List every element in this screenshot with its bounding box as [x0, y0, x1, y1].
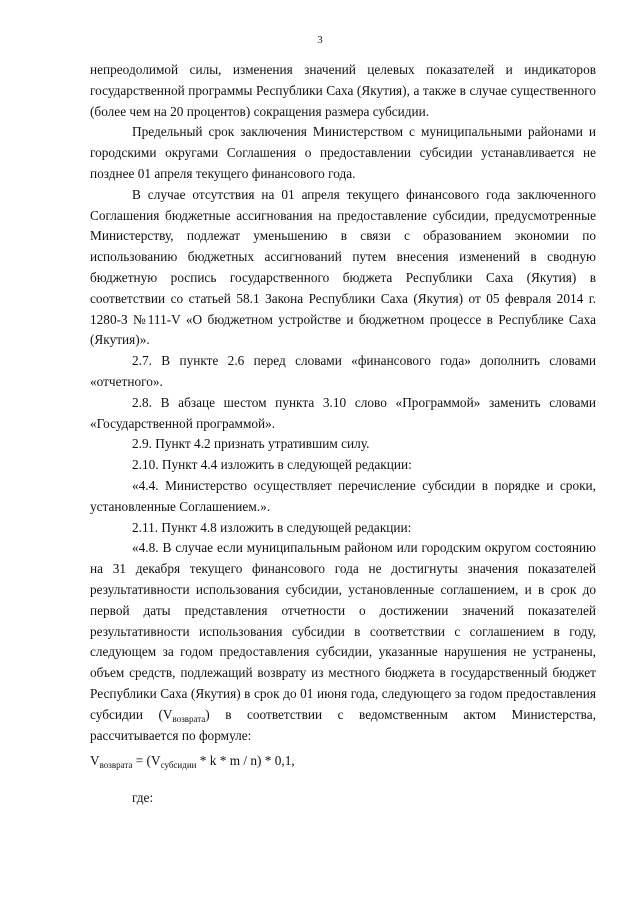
formula-var: V — [90, 753, 100, 769]
formula-subscript: субсидии — [160, 760, 197, 771]
page-number: 3 — [317, 34, 323, 46]
paragraph: 2.10. Пункт 4.4 изложить в следующей редакции: — [132, 457, 412, 473]
where-label: где: — [132, 790, 154, 806]
paragraph: Предельный срок заключения Министерством с муниципальными районами и городскими округами Соглашения о предоставлении субсидии устанавливается не позднее 01 апреля текущего финансового года. — [90, 124, 596, 181]
paragraph: 2.11. Пункт 4.8 изложить в следующей редакции: — [132, 519, 412, 535]
paragraph-text: ) в соответствии с ведомственным актом Министерства, рассчитывается по формуле: — [90, 706, 596, 743]
paragraph: В случае отсутствия на 01 апреля текущего финансового года заключенного Соглашения бюджетные ассигнования на предоставление субсидии, предусмотренные Министерству, подлежат уменьшению в связи с образованием экономии по использованию бюджетных ассигнований путем внесения изменений в сводную бюджетную роспись государственного бюджета Республики Саха (Якутия) в соответствии со статьей 58.1 Закона Республики Саха (Якутия) от 05 февраля 2014 г. 1280-З №111-V «О бюджетном устройстве и бюджетном процессе в Республике Саха (Якутия)». — [90, 186, 596, 348]
paragraph: 2.7. В пункте 2.6 перед словами «финансового года» дополнить словами «отчетного». — [90, 353, 596, 389]
formula — [90, 750, 596, 772]
paragraph: 2.8. В абзаце шестом пункта 3.10 слово «Программой» заменить словами «Государственной программой». — [90, 394, 596, 431]
paragraph-formula-intro — [90, 538, 596, 746]
formula-part: = (V — [132, 753, 161, 769]
formula-part: * k * m / n) * 0,1, — [196, 753, 295, 769]
formula-subscript: возврата — [99, 760, 133, 771]
paragraph: «4.4. Министерство осуществляет перечисление субсидии в порядке и сроки, установленные Соглашением.». — [90, 477, 596, 514]
paragraph: 2.9. Пункт 4.2 признать утратившим силу. — [132, 436, 370, 452]
subscript: возврата — [172, 713, 206, 724]
paragraph-text: «4.8. В случае если муниципальным районом или городским округом состоянию на 31 декабря текущего финансового года не достигнуты значения показателей результативности использования субсидии, установленные соглашением, и в срок до первой даты представления отчетности о достижении значений показателей результативности использования субсидии в соответствии с соглашением в году, следующем за годом предоставления субсидии, указанные нарушения не устранены, объем средств, подлежащий возврату из местного бюджета в государственный бюджет Республики Саха (Якутия) в срок до 01 июня года, следующего за годом предоставления субсидии (V — [90, 540, 596, 722]
document-body — [90, 60, 596, 809]
paragraph: непреодолимой силы, изменения значений целевых показателей и индикаторов государственной программы Республики Саха (Якутия), а также в случае существенного (более чем на 20 процентов) сокращения размера субсидии. — [90, 62, 596, 119]
